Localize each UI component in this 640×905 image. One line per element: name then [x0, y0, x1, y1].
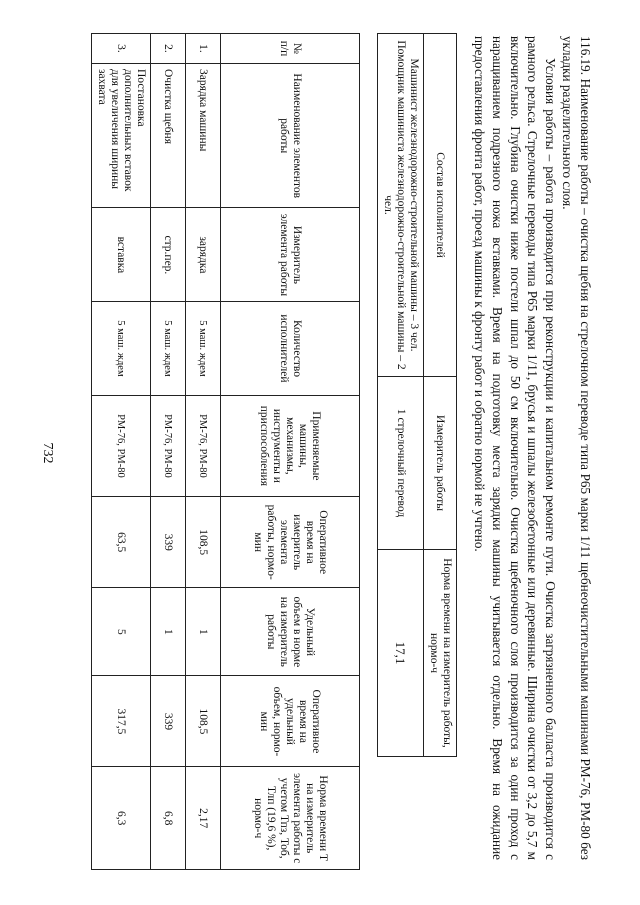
header-norm-time: Норма времени Т на измеритель элемента работы с учетом Тпз, Тоб, Тлп (19,6 %), нормо-ч — [221, 767, 360, 870]
table-row — [151, 34, 186, 870]
row-op-time-volume: 317,5 — [92, 676, 151, 767]
table-row — [92, 34, 151, 870]
header-meter: Измеритель элемента работы — [221, 208, 360, 302]
row-num: 3. — [92, 34, 151, 64]
row-machines: РМ-76, РМ-80 — [186, 395, 221, 497]
header-count: Количество исполнителей — [221, 302, 360, 395]
crew-header-composition: Состав исполнителей — [424, 34, 457, 377]
row-op-time: 63,5 — [92, 497, 151, 588]
row-name: Очистка щебня — [151, 63, 186, 208]
row-op-time: 339 — [151, 497, 186, 588]
header-specific-volume: Удельный объем в норме на измеритель работы — [221, 588, 360, 676]
header-name: Наименование элементов работы — [221, 63, 360, 208]
section-title: 116.19. Наименование работы – очистка щебня на стрелочном переводе типа Р65 марки 1/11 щебнеочистительными машинами РМ-76, РМ-80 без укладки разделительного слоя. — [560, 36, 593, 860]
crew-composition: Машинист железнодорожно-строительной машины – 3 чел. Помощник машиниста железнодорожно-строительной машины – 2 чел. — [378, 34, 424, 377]
header-op-time: Оперативное время на измеритель элемента работы, нормо-мин — [221, 497, 360, 588]
row-op-time: 108,5 — [186, 497, 221, 588]
row-op-time-volume: 108,5 — [186, 676, 221, 767]
row-norm-time: 6,8 — [151, 767, 186, 870]
crew-header-row — [424, 34, 457, 757]
header-op-time-volume: Оперативное время на удельный объем, нормо-мин — [221, 676, 360, 767]
page-number: 732 — [40, 442, 55, 464]
row-count: 5 маш. ждем — [151, 302, 186, 395]
row-meter: зарядка — [186, 208, 221, 302]
table-row — [186, 34, 221, 870]
row-specific-volume: 1 — [151, 588, 186, 676]
crew-table — [377, 33, 457, 757]
main-header-row — [221, 34, 360, 870]
row-num: 1. — [186, 34, 221, 64]
row-name: Зарядка машины — [186, 63, 221, 208]
row-op-time-volume: 339 — [151, 676, 186, 767]
main-table — [91, 33, 360, 870]
row-count: 5 маш. ждем — [186, 302, 221, 395]
crew-meter: 1 стрелочный перевод — [378, 377, 424, 550]
row-specific-volume: 5 — [92, 588, 151, 676]
crew-norm: 17,1 — [378, 550, 424, 757]
section-text — [471, 36, 594, 860]
row-machines: РМ-76, РМ-80 — [92, 395, 151, 497]
section-conditions: Условия работы – работа производится при реконструкции и капитальном ремонте пути. Очистка загрязненного балласта производится с рамного рельса. Стрелочные переводы типа Р65 марки 1/11, брусья и шпалы железобетонные или деревянные. Ширина очистки от 3,2 до 5,7 м включительно. Глубина очистки ниже постели шпал до 50 см включительно. Очистка щебеночного слоя производится за один проход с наращиванием подрезного ножа вставками. Время на подготовку места зарядки машины учитывается отдельно. Время на ожидание предоставления фронта работ, проезд машины к фронту работ и обратно нормой не учтено. — [472, 36, 558, 860]
rotated-content — [80, 30, 600, 870]
row-meter: стр.пер. — [151, 208, 186, 302]
row-num: 2. — [151, 34, 186, 64]
row-norm-time: 2,17 — [186, 767, 221, 870]
crew-header-norm: Норма времени на измеритель работы, нормо-ч — [424, 550, 457, 757]
row-meter: вставка — [92, 208, 151, 302]
row-specific-volume: 1 — [186, 588, 221, 676]
row-norm-time: 6,3 — [92, 767, 151, 870]
row-count: 5 маш. ждем — [92, 302, 151, 395]
row-machines: РМ-76, РМ-80 — [151, 395, 186, 497]
crew-header-meter: Измеритель работы — [424, 377, 457, 550]
row-name: Постановка дополнительных вставок для увеличения ширины захвата — [92, 63, 151, 208]
header-machines: Применяемые машины, механизмы, инструменты и приспособления — [221, 395, 360, 497]
header-num: № п/п — [221, 34, 360, 64]
crew-row — [378, 34, 424, 757]
